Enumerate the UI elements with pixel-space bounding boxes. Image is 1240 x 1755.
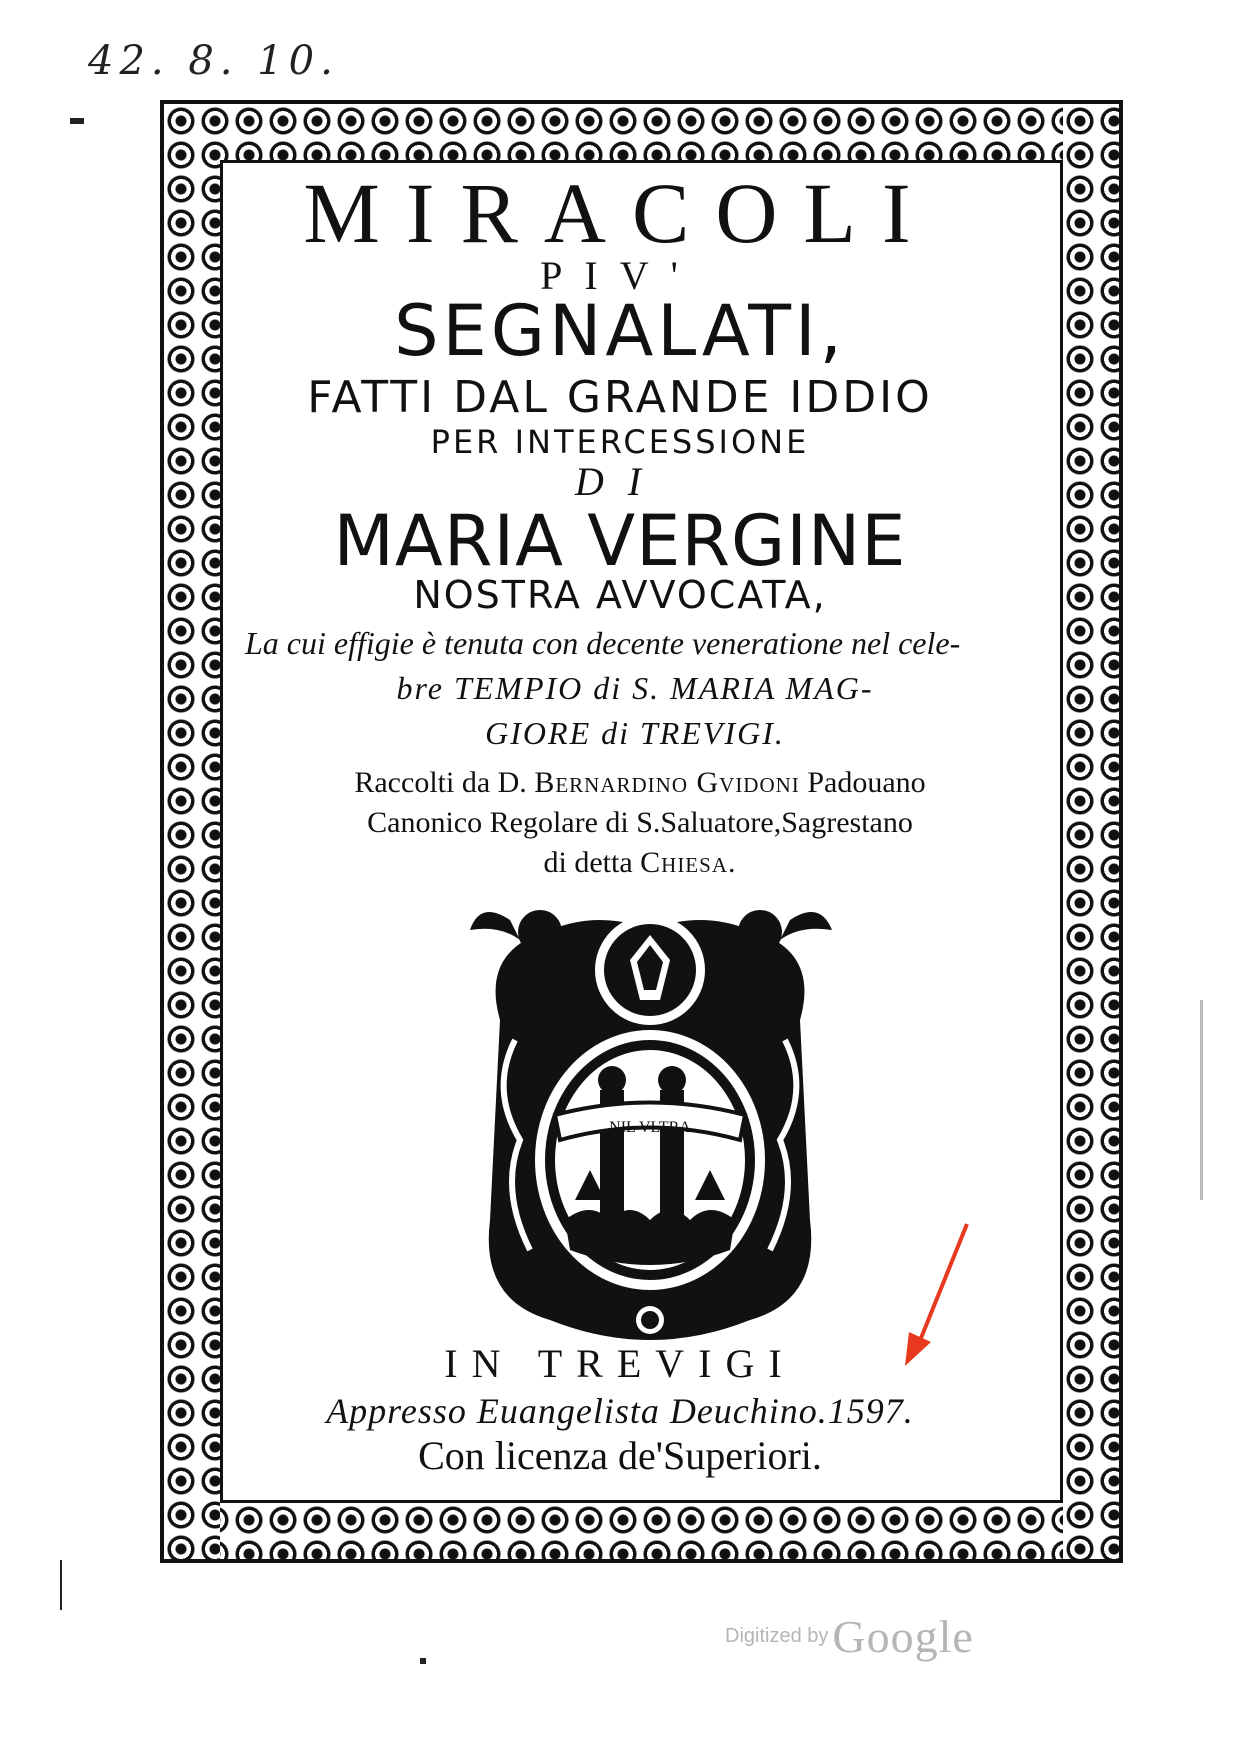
subtitle-line-2: bre TEMPIO di S. MARIA MAG- [396,670,874,706]
imprint-license: Con licenza de'Superiori. [418,1433,822,1478]
compiler-line-3 [260,843,1020,883]
compiler-line-3-text: di detta [543,846,641,879]
border-top-strip [164,104,1119,160]
title-piu: PIV' [540,253,700,298]
handwritten-shelfmark: 42. 8. 10. [88,38,339,84]
subtitle-line-1: La cui effigie è tenuta con decente veneratione nel cele- [245,625,961,661]
compiler-line-2: Canonico Regolare di S.Saluatore,Sagrestano [367,806,913,839]
compiler-chiesa: Chiesa. [640,846,737,879]
title-per-intercessione: PER INTERCESSIONE [430,423,810,461]
watermark-google-logo: Google [832,1611,974,1662]
scan-speck [420,1658,426,1664]
title-fatti: FATTI DAL GRANDE IDDIO [307,372,933,423]
imprint-place: IN TREVIGI [444,1341,796,1386]
imprint-printer: Appresso Euangelista Deuchino.1597. [326,1391,914,1431]
annotation-arrow-icon [895,1220,985,1370]
title-di: DI [574,459,666,504]
watermark-small-text: Digitized by [725,1625,829,1647]
compiler-name: Bernardino Gvidoni [534,766,800,799]
digitized-by-google-watermark [725,1610,974,1663]
compiler-prefix: Raccolti da D. [354,766,535,799]
scan-speck [70,118,84,124]
scan-edge-mark [1200,1000,1203,1200]
scan-speck [60,1560,62,1610]
title-segnalati: SEGNALATI, [394,290,846,372]
printers-device-woodcut [460,890,840,1350]
title-maria-vergine: MARIA VERGINE [333,500,907,582]
title-miracoli: MIRACOLI [303,165,937,261]
border-bottom-strip [164,1503,1119,1559]
subtitle-line-3: GIORE di TREVIGI. [485,715,785,751]
compiler-line-1 [260,763,1020,803]
device-banner-text: NIL VLTRA [609,1119,691,1136]
compiler-origin: Padouano [799,766,926,799]
title-nostra-avvocata: NOSTRA AVVOCATA, [413,573,827,617]
